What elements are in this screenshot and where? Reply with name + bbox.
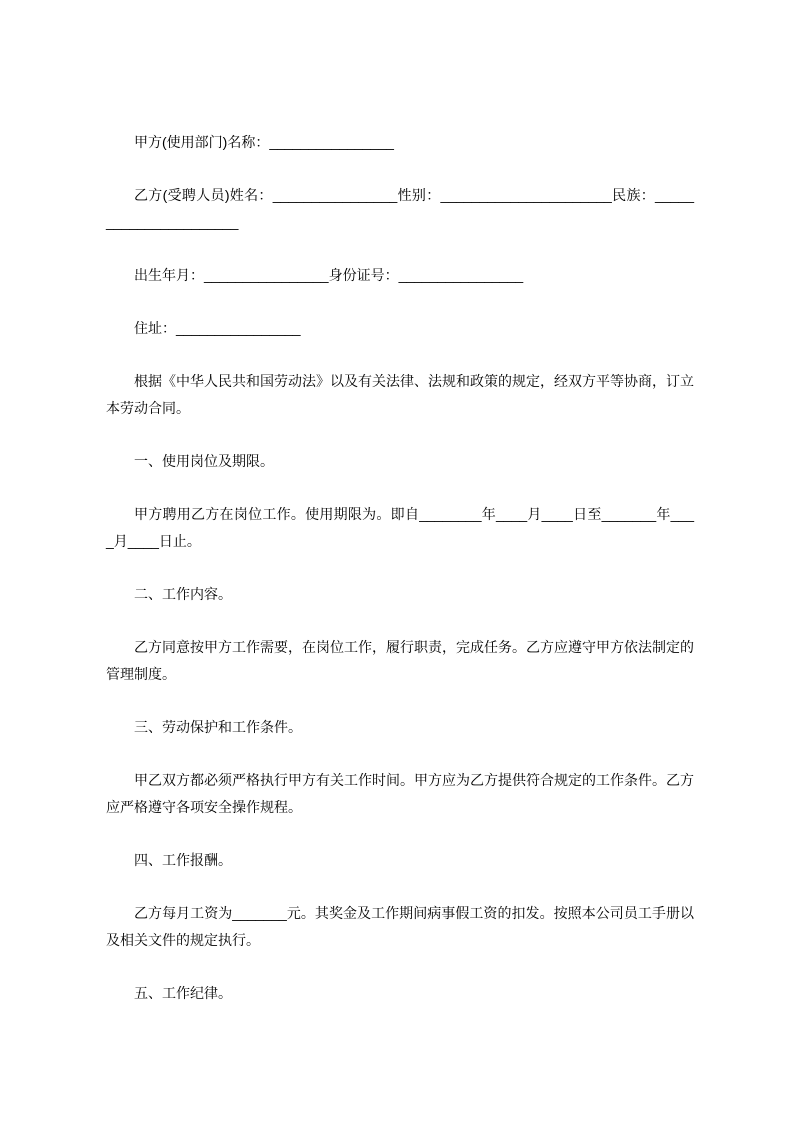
heading-section-3-labor-protection: 三、劳动保护和工作条件。 — [134, 719, 302, 735]
paragraph-section-1-body: 甲方聘用乙方在岗位工作。使用期限为。即自________年____月____日至_______年____月____日止。 — [106, 506, 694, 549]
paragraph-preamble: 根据《中华人民共和国劳动法》以及有关法律、法规和政策的规定，经双方平等协商，订立本劳动合同。 — [106, 373, 694, 416]
paragraph-section-3-body: 甲乙双方都必须严格执行甲方有关工作时间。甲方应为乙方提供符合规定的工作条件。乙方应严格遵守各项安全操作规程。 — [106, 772, 694, 815]
paragraph-section-4-body: 乙方每月工资为_______元。其奖金及工作期间病事假工资的扣发。按照本公司员工手册以及相关文件的规定执行。 — [106, 905, 694, 948]
field-line-party-a-name: 甲方(使用部门)名称：________________ — [134, 134, 394, 150]
field-line-address: 住址：________________ — [134, 320, 301, 336]
paragraph-section-2-body: 乙方同意按甲方工作需要，在岗位工作，履行职责，完成任务。乙方应遵守甲方依法制定的管理制度。 — [106, 639, 694, 682]
heading-section-5-work-discipline: 五、工作纪律。 — [134, 985, 232, 1001]
heading-section-4-remuneration: 四、工作报酬。 — [134, 852, 232, 868]
heading-section-1-position-and-term: 一、使用岗位及期限。 — [134, 453, 274, 469]
field-line-birthdate-id-number: 出生年月：________________身份证号：________________ — [134, 267, 524, 283]
heading-section-2-work-content: 二、工作内容。 — [134, 586, 232, 602]
field-line-party-b-name-sex-ethnicity: 乙方(受聘人员)姓名：________________性别：______________________民族：______________________ — [106, 187, 694, 230]
